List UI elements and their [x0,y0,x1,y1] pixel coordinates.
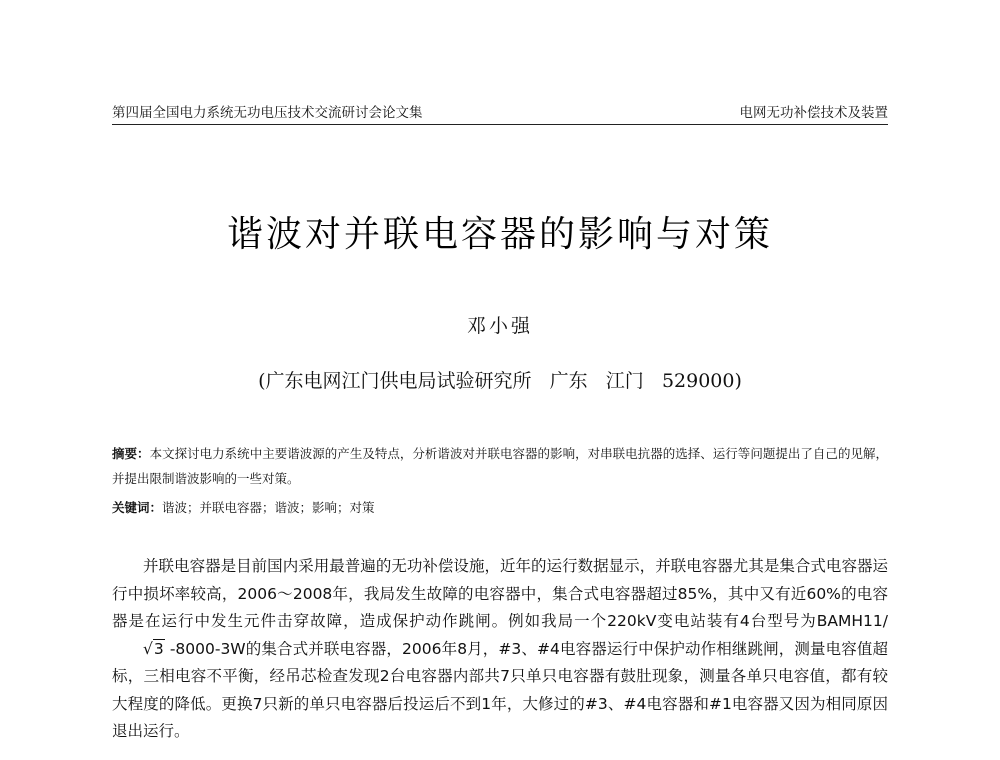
running-header [112,104,888,125]
keywords-label: 关键词： [112,500,163,515]
affiliation-province: 广东 [549,370,588,392]
affiliation-close-paren: ) [734,370,742,392]
body-text-part2: -8000-3W的集合式并联电容器，2006年8月，#3、#4电容器运行中保护动作相继跳闸，测量电容值超标，三相电容不平衡，经吊芯检查发现2台电容器内部共7只单只电容器有鼓肚现象，测量各单只电容值，都有较大程度的降低。更换7只新的单只电容器后投运后不到1年，大修过的#3、#4电容器和#1电容器又因为相同原因退出运行。 [112,639,888,740]
sqrt-radicand: 3 [153,639,164,658]
body-text-part1: 并联电容器是目前国内采用最普遍的无功补偿设施，近年的运行数据显示，并联电容器尤其是集合式电容器运行中损坏率较高，2006～2008年，我局发生故障的电容器中，集合式电容器超过85%，其中又有近60%的电容器是在运行中发生元件击穿故障，造成保护动作跳闸。例如我局一个220kV变电站装有4台型号为BAMH11/ [112,557,888,630]
body-paragraph [112,553,888,746]
abstract-text: 本文探讨电力系统中主要谐波源的产生及特点，分析谐波对并联电容器的影响，对串联电抗器的选择、运行等问题提出了自己的见解，并提出限制谐波影响的一些对策。 [112,446,888,486]
header-section-title: 电网无功补偿技术及装置 [739,105,888,121]
keywords [112,496,888,520]
affiliation-organization: 广东电网江门供电局试验研究所 [265,370,532,392]
author-affiliation [0,368,1000,394]
abstract [112,441,888,491]
affiliation-city: 江门 [605,370,644,392]
sqrt-symbol: √ [143,639,153,658]
sqrt-expression [112,636,165,664]
header-proceedings-title: 第四届全国电力系统无功电压技术交流研讨会论文集 [112,105,423,121]
affiliation-postcode: 529000 [661,370,735,392]
abstract-label: 摘要： [112,446,150,461]
author-name: 邓小强 [466,315,533,337]
affiliation-open-paren: ( [258,370,266,392]
keywords-text: 谐波；并联电容器；谐波；影响；对策 [162,500,375,515]
paper-title: 谐波对并联电容器的影响与对策 [226,214,773,255]
